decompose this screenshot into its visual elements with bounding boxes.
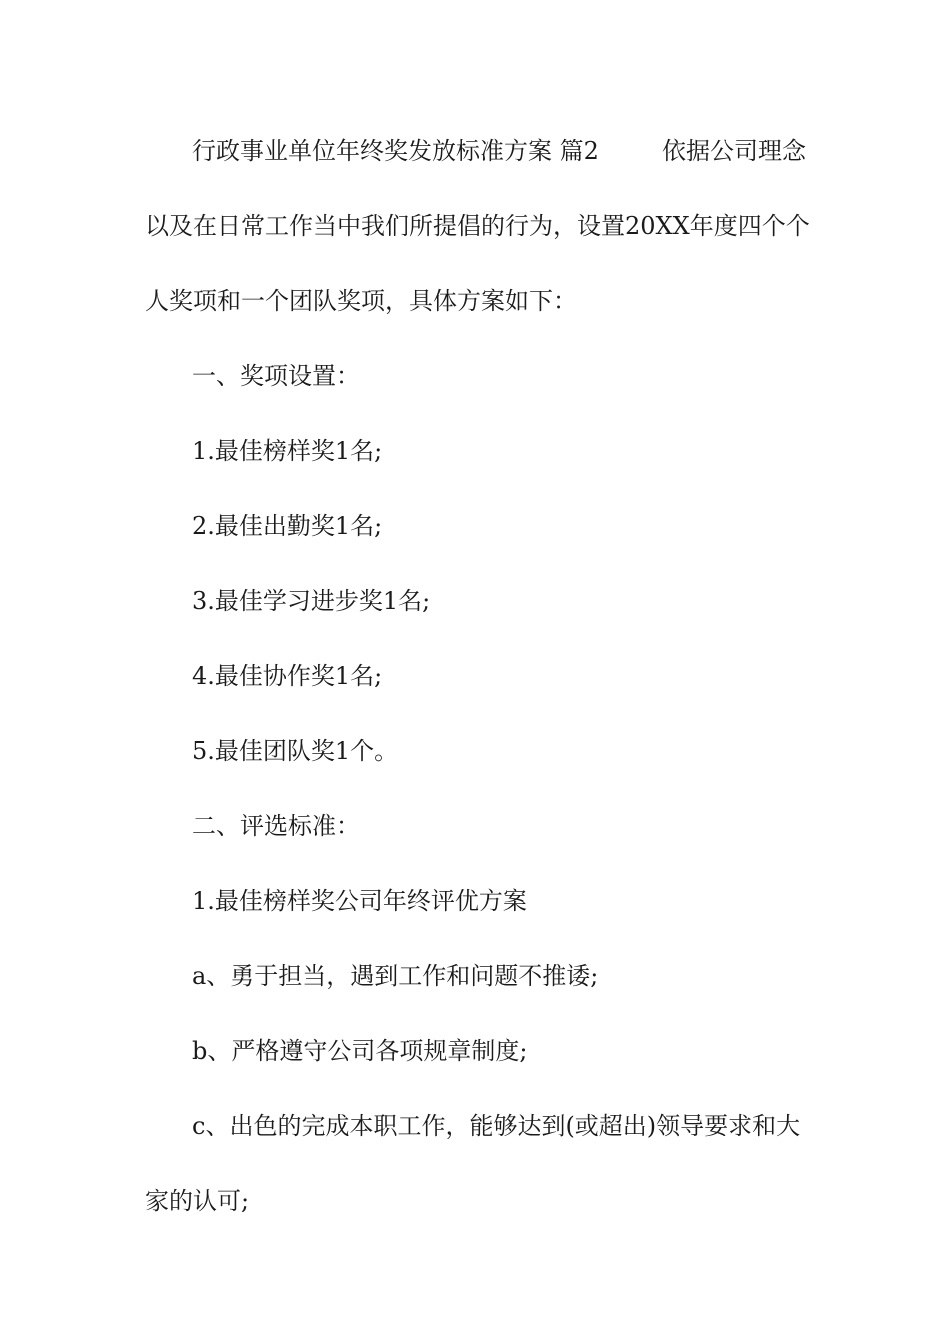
paragraph-text: 依据公司理念 bbox=[662, 137, 806, 165]
list-item-text: a、勇于担当，遇到工作和问题不推诿; bbox=[192, 962, 599, 990]
list-item bbox=[0, 881, 950, 921]
paragraph-line bbox=[0, 806, 950, 846]
paragraph-line bbox=[0, 206, 950, 246]
list-item bbox=[0, 431, 950, 471]
list-item-text: 2.最佳出勤奖1名; bbox=[192, 512, 383, 540]
list-item-text: 4.最佳协作奖1名; bbox=[192, 662, 383, 690]
list-item-text: b、严格遵守公司各项规章制度; bbox=[192, 1037, 528, 1065]
list-item-text: 1.最佳榜样奖公司年终评优方案 bbox=[192, 887, 527, 915]
list-item bbox=[0, 1031, 950, 1071]
list-item-text: 1.最佳榜样奖1名; bbox=[192, 437, 383, 465]
list-item bbox=[0, 1106, 950, 1146]
paragraph-text: 以及在日常工作当中我们所提倡的行为，设置20XX年度四个个 bbox=[145, 212, 810, 240]
section-heading: 二、评选标准： bbox=[192, 812, 360, 840]
list-item-text: 5.最佳团队奖1个。 bbox=[192, 737, 399, 765]
list-item bbox=[0, 581, 950, 621]
paragraph-text: 家的认可; bbox=[145, 1187, 250, 1215]
paragraph-line bbox=[0, 356, 950, 396]
section-heading: 行政事业单位年终奖发放标准方案 篇2 bbox=[192, 137, 599, 165]
list-item bbox=[0, 731, 950, 771]
list-item-text: 3.最佳学习进步奖1名; bbox=[192, 587, 431, 615]
paragraph-line bbox=[0, 1181, 950, 1221]
list-item bbox=[0, 506, 950, 546]
list-item bbox=[0, 656, 950, 696]
paragraph-line bbox=[0, 131, 950, 171]
section-heading: 一、奖项设置： bbox=[192, 362, 360, 390]
list-item bbox=[0, 956, 950, 996]
paragraph-line bbox=[0, 281, 950, 321]
list-item-text: c、出色的完成本职工作，能够达到(或超出)领导要求和大 bbox=[192, 1112, 801, 1140]
paragraph-text: 人奖项和一个团队奖项，具体方案如下： bbox=[145, 287, 577, 315]
